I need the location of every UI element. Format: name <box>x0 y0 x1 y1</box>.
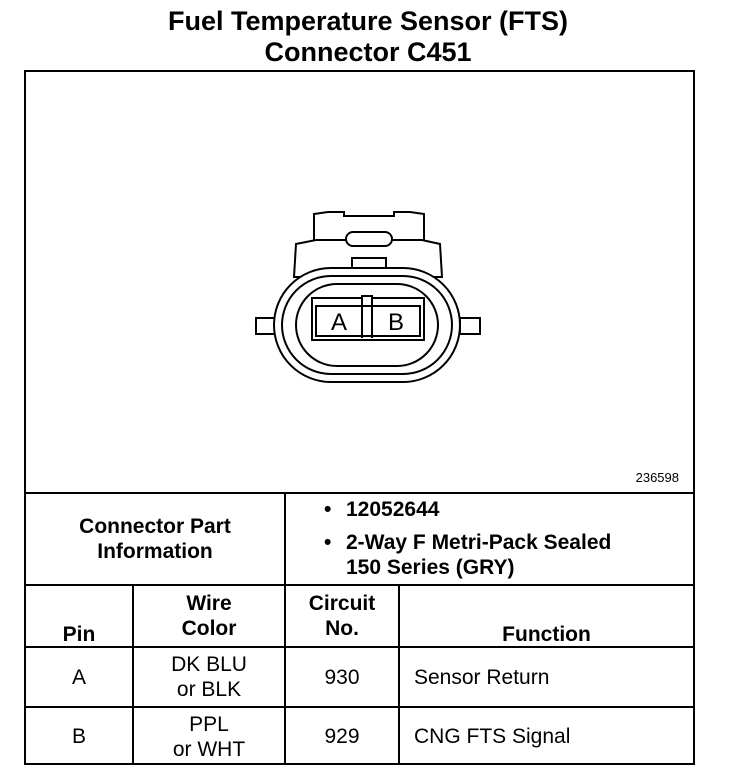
table-cell-pin: A <box>71 665 86 689</box>
right-tab <box>460 318 480 334</box>
part-number: 12052644 <box>346 498 440 521</box>
figure-number: 236598 <box>635 470 679 485</box>
page-title: Fuel Temperature Sensor (FTS) <box>167 6 569 36</box>
page-subtitle: Connector C451 <box>264 37 472 67</box>
connector-frame <box>24 70 695 765</box>
connector-drawing <box>26 72 693 492</box>
bullet-icon: • <box>324 498 332 521</box>
list-item <box>324 497 611 522</box>
left-tab <box>256 318 276 334</box>
header-pin: Pin <box>62 622 96 646</box>
center-key <box>362 296 372 306</box>
table-cell-function: Sensor Return <box>414 665 550 689</box>
table-cell-wire-color: PPL or WHT <box>172 712 246 761</box>
part-info-list <box>324 497 611 588</box>
latch-slot <box>346 232 392 246</box>
divider <box>398 584 400 765</box>
table-cell-function: CNG FTS Signal <box>414 725 571 748</box>
bullet-icon: • <box>324 531 332 554</box>
table-cell-circuit: 930 <box>324 665 360 689</box>
table-cell-circuit: 929 <box>324 725 360 748</box>
connector-type: 2-Way F Metri-Pack Sealed 150 Series (GRY) <box>346 531 612 579</box>
part-info-label: Connector Part Information <box>79 515 231 563</box>
header-function: Function <box>502 622 591 646</box>
table-cell-wire-color: DK BLU or BLK <box>171 653 247 701</box>
pin-b-label: B <box>387 309 405 336</box>
list-item <box>324 530 611 580</box>
connector-diagram <box>26 72 693 492</box>
table-cell-pin: B <box>71 725 86 748</box>
header-wire-color: Wire Color <box>181 592 237 640</box>
header-circuit: Circuit No. <box>308 592 376 640</box>
pin-a-label: A <box>330 309 348 336</box>
